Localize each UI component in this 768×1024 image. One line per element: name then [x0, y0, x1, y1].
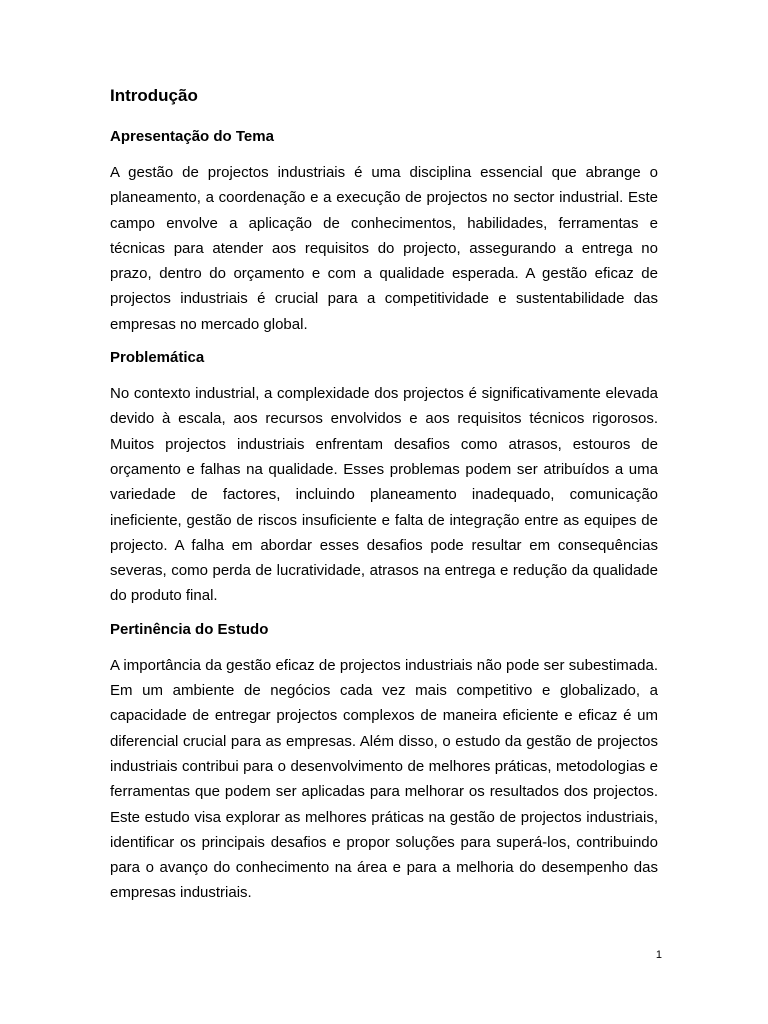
section-title-pertinencia: Pertinência do Estudo	[110, 620, 269, 638]
page-content	[110, 84, 658, 916]
page-heading: Introdução	[110, 86, 198, 105]
section-paragraph-pertinencia: A importância da gestão eficaz de projectos industriais não pode ser subestimada. Em um ambiente de negócios cada vez mais competitivo e globalizado, a capacidade de entregar projectos complexos de maneira eficiente e eficaz é um diferencial crucial para as empresas. Além disso, o estudo da gestão de projectos industriais contribui para o desenvolvimento de melhores práticas, metodologias e ferramentas que podem ser aplicadas para melhorar os resultados dos projectos. Este estudo visa explorar as melhores práticas na gestão de projectos industriais, identificar os principais desafios e propor soluções para superá-los, contribuindo para o avanço do conhecimento na área e para a melhoria do desempenho das empresas industriais.	[110, 656, 658, 902]
section-paragraph-problematica: No contexto industrial, a complexidade dos projectos é significativamente elevada devido à escala, aos recursos envolvidos e aos requisitos técnicos rigorosos. Muitos projectos industriais enfrentam desafios como atrasos, estouros de orçamento e falhas na qualidade. Esses problemas podem ser atribuídos a uma variedade de factores, incluindo planeamento inadequado, comunicação ineficiente, gestão de riscos insuficiente e falta de integração entre as equipes de projecto. A falha em abordar esses desafios pode resultar em consequências severas, como perda de lucratividade, atrasos na entrega e redução da qualidade do produto final.	[110, 385, 658, 605]
section-paragraph-apresentacao: A gestão de projectos industriais é uma disciplina essencial que abrange o planeamento, a coordenação e a execução de projectos no sector industrial. Este campo envolve a aplicação de conhecimentos, habilidades, ferramentas e técnicas para atender aos requisitos do projecto, assegurando a entrega no prazo, dentro do orçamento e com a qualidade esperada. A gestão eficaz de projectos industriais é crucial para a competitividade e sustentabilidade das empresas no mercado global.	[110, 164, 658, 333]
section-title-problematica: Problemática	[110, 349, 205, 367]
section-title-apresentacao: Apresentação do Tema	[110, 128, 274, 145]
page-number: 1	[655, 949, 662, 961]
